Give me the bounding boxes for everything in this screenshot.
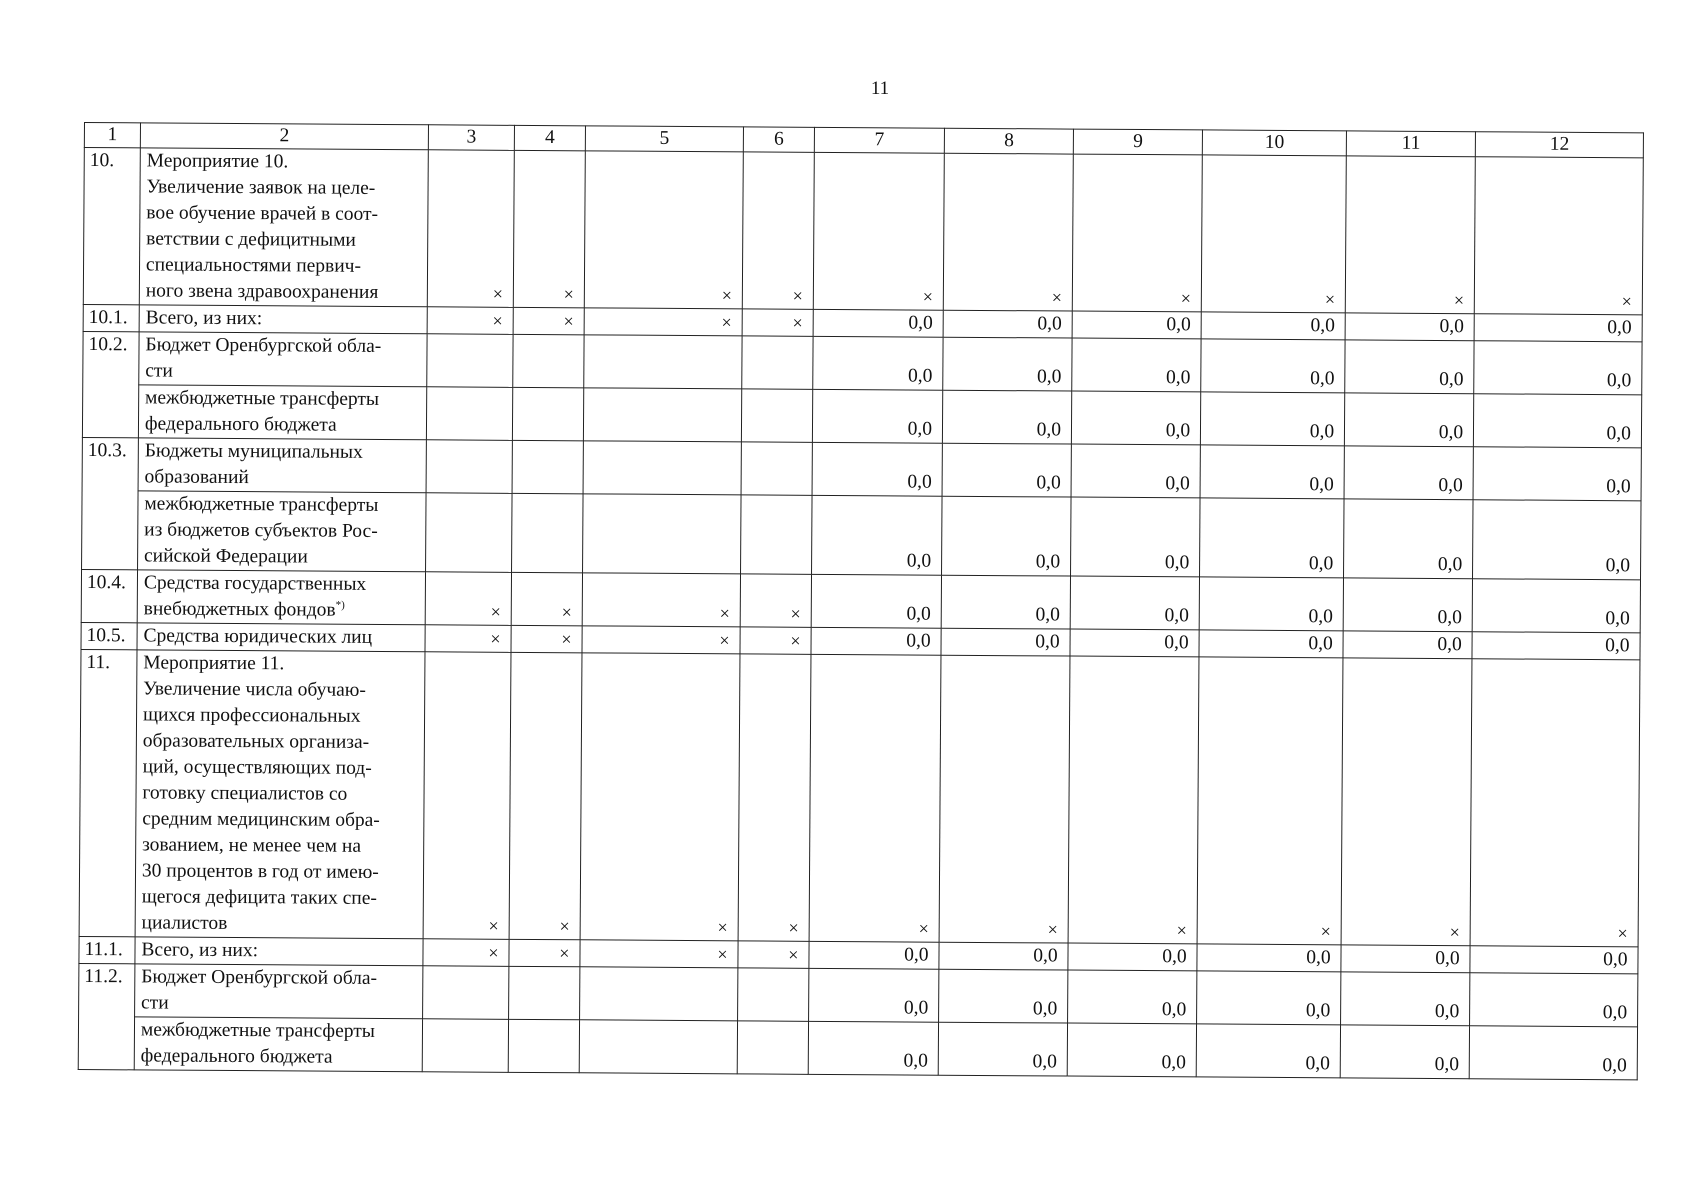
empty-cell [738,968,809,1021]
value-cell: 0,0 [1345,340,1474,394]
col-header: 5 [585,126,743,152]
row-label [139,148,428,307]
value-cell: 0,0 [1197,944,1341,972]
value-cell: 0,0 [812,389,942,443]
col-header: 6 [743,127,814,152]
label-line: федерального бюджета [140,1045,333,1068]
value-cell: 0,0 [1473,500,1641,580]
row-label [134,964,422,1019]
label-line: сийской Федерации [143,545,308,568]
value-cell: 0,0 [1072,311,1201,339]
value-cell: 0,0 [1470,973,1638,1027]
row-label [138,438,426,493]
value-cell: 0,0 [1199,577,1343,631]
cross-mark: × [513,307,584,334]
row-number: 10.1. [83,304,139,331]
empty-cell [422,1019,508,1073]
label-line: образований [144,466,249,489]
value-cell: 0,0 [1197,971,1341,1025]
label-line: Увеличение заявок на целе- [146,176,376,199]
value-cell: 0,0 [1470,946,1638,974]
row-label: Всего, из них: [139,305,427,334]
value-cell: 0,0 [1068,943,1197,971]
label-text: внебюджетных фондов [143,598,336,621]
value-cell: 0,0 [939,942,1068,970]
empty-cell [742,336,813,389]
value-cell: 0,0 [1196,1024,1340,1078]
value-cell: 0,0 [1201,339,1345,393]
empty-cell [508,1019,579,1072]
row-label: Средства юридических лиц [137,623,425,652]
cross-mark: × [509,939,580,966]
col-header: 4 [514,125,585,150]
cross-mark: × [511,572,582,625]
empty-cell [583,441,741,495]
empty-cell [426,440,512,494]
funding-table [78,122,1644,1080]
cross-mark: × [742,152,814,309]
table-row [78,1016,1637,1079]
value-cell: 0,0 [942,390,1071,444]
cross-mark: × [1341,658,1472,946]
cross-mark: × [1474,157,1643,315]
value-cell: 0,0 [808,1021,938,1075]
value-cell: 0,0 [1472,632,1640,660]
cross-mark: × [1197,657,1343,945]
value-cell: 0,0 [811,574,941,628]
label-line: циалистов [141,912,228,934]
cross-mark: × [1470,659,1640,947]
value-cell: 0,0 [942,443,1071,497]
empty-cell [426,387,512,441]
cross-mark: × [582,573,740,627]
value-cell: 0,0 [1474,394,1642,448]
value-cell: 0,0 [1345,393,1474,447]
cross-mark: × [742,309,813,336]
value-cell: 0,0 [809,941,939,969]
label-line: щихся профессиональных [142,704,361,727]
cross-mark: × [427,150,514,308]
table-row [79,649,1640,946]
cross-mark: × [580,653,740,941]
row-number: 10.5. [81,622,137,649]
label-line: образовательных организа- [142,730,370,753]
col-header: 12 [1476,132,1644,158]
value-cell: 0,0 [1201,392,1345,446]
empty-cell [512,440,583,493]
cross-mark: × [939,655,1070,943]
value-cell: 0,0 [813,309,943,337]
value-cell: 0,0 [1067,1023,1196,1077]
cross-mark: × [1072,154,1202,312]
empty-cell [513,334,584,387]
label-line: готовку специалистов со [142,782,348,805]
label-line: зованием, не менее чем на [142,834,362,857]
row-number: 10.2. [82,331,139,437]
value-cell: 0,0 [1201,312,1345,340]
row-label: Всего, из них: [135,937,423,966]
cross-mark: × [943,153,1073,311]
row-number: 11.2. [78,963,135,1069]
footnote-mark: *) [335,599,345,612]
label-line: межбюджетные трансферты [140,1019,375,1042]
cross-mark: × [582,626,740,654]
value-cell: 0,0 [1070,576,1199,630]
label-line: вое обучение врачей в соот- [146,202,379,225]
value-cell: 0,0 [1343,631,1472,659]
cross-mark: × [580,940,738,968]
value-cell: 0,0 [1344,499,1474,579]
label-line: ветствии с дефицитными [146,228,356,251]
row-label [135,650,425,939]
col-header: 7 [814,127,944,153]
value-cell: 0,0 [1340,1025,1469,1079]
page-number: 11 [870,78,890,99]
value-cell: 0,0 [938,1022,1067,1076]
cross-mark: × [1201,155,1346,313]
value-cell: 0,0 [1200,498,1345,578]
value-cell: 0,0 [941,575,1070,629]
row-label [134,1017,422,1072]
label-line [144,596,423,624]
value-cell: 0,0 [1070,629,1199,657]
empty-cell [741,495,812,574]
value-cell: 0,0 [1068,970,1197,1024]
cross-mark: × [425,625,511,653]
label-line: специальностями первич- [145,254,362,277]
value-cell: 0,0 [943,337,1072,391]
empty-cell [509,966,580,1019]
value-cell: 0,0 [1071,497,1201,577]
table-row [83,148,1643,315]
row-label [138,385,426,440]
empty-cell [584,335,742,389]
col-header: 9 [1073,129,1202,155]
label-line: ций, осуществляющих под- [142,756,372,779]
value-cell: 0,0 [1341,972,1470,1026]
empty-cell [426,493,513,573]
value-cell: 0,0 [812,442,942,496]
value-cell: 0,0 [1071,444,1200,498]
row-number: 10.4. [81,569,137,622]
empty-cell [580,967,738,1021]
row-number: 11.1. [79,936,135,963]
empty-cell [583,388,741,442]
empty-cell [512,387,583,440]
cross-mark: × [809,654,941,942]
cross-mark: × [513,150,585,307]
empty-cell [579,1020,737,1074]
col-header: 1 [84,123,140,148]
label-line: Средства государственных [143,572,367,595]
value-cell: 0,0 [1341,945,1470,973]
value-cell: 0,0 [943,310,1072,338]
label-line: сти [140,992,169,1014]
value-cell: 0,0 [811,627,941,655]
cross-mark: × [423,652,511,940]
cross-mark: × [584,308,742,336]
empty-cell [583,494,742,574]
label-line: Увеличение числа обучаю- [143,678,366,701]
label-line: межбюджетные трансферты [145,387,380,410]
empty-cell [737,1021,808,1074]
cross-mark: × [584,151,743,309]
row-number: 11. [79,649,137,936]
label-line: Мероприятие 10. [146,150,289,173]
row-number: 10.3. [82,437,139,569]
label-line: 30 процентов в год от имею- [141,860,379,883]
cross-mark: × [740,627,811,654]
cross-mark: × [509,652,582,939]
row-label [139,332,427,387]
row-number: 10. [83,148,140,305]
value-cell: 0,0 [1071,391,1200,445]
value-cell: 0,0 [1199,630,1343,658]
empty-cell [741,389,812,442]
label-line: Мероприятие 11. [143,652,285,675]
col-header: 11 [1346,131,1475,157]
cross-mark: × [427,307,513,335]
col-header: 3 [428,125,514,151]
label-line: средним медицинским обра- [142,808,380,831]
value-cell: 0,0 [941,628,1070,656]
empty-cell [512,493,583,572]
value-cell: 0,0 [1474,341,1642,395]
value-cell: 0,0 [1473,447,1641,501]
label-line: межбюджетные трансферты [144,493,379,516]
cross-mark: × [813,152,944,310]
col-header: 2 [140,123,428,150]
col-header: 10 [1202,130,1346,156]
cross-mark: × [423,939,509,967]
label-line: из бюджетов субъектов Рос- [144,519,378,542]
value-cell: 0,0 [939,969,1068,1023]
value-cell: 0,0 [809,968,939,1022]
label-line: Бюджет Оренбургской обла- [145,334,382,357]
value-cell: 0,0 [812,495,943,575]
label-line: Бюджет Оренбургской обла- [141,966,378,989]
value-cell: 0,0 [1469,1026,1637,1080]
table-row [82,384,1641,447]
value-cell: 0,0 [1344,446,1473,500]
value-cell: 0,0 [1474,314,1642,342]
value-cell: 0,0 [813,336,943,390]
label-line: ного звена здравоохранения [145,280,379,303]
row-label [137,570,425,625]
empty-cell [741,442,812,495]
table-row [82,490,1641,579]
cross-mark: × [1068,656,1199,944]
empty-cell [427,334,513,388]
value-cell: 0,0 [1472,579,1640,633]
value-cell: 0,0 [1072,338,1201,392]
cross-mark: × [425,572,511,626]
value-cell: 0,0 [942,496,1072,576]
empty-cell [423,966,509,1020]
table-row [81,569,1640,632]
cross-mark: × [511,625,582,652]
cross-mark: × [1345,156,1475,314]
value-cell: 0,0 [1343,578,1472,632]
label-line: федерального бюджета [144,413,337,436]
label-line: щегося дефицита таких спе- [141,886,377,909]
label-line: сти [145,360,173,382]
label-line: Бюджеты муниципальных [144,440,363,463]
cross-mark: × [738,941,809,968]
col-header: 8 [944,128,1073,154]
value-cell: 0,0 [1345,313,1474,341]
value-cell: 0,0 [1200,445,1344,499]
cross-mark: × [738,654,811,941]
cross-mark: × [740,574,811,627]
row-label [137,491,426,572]
